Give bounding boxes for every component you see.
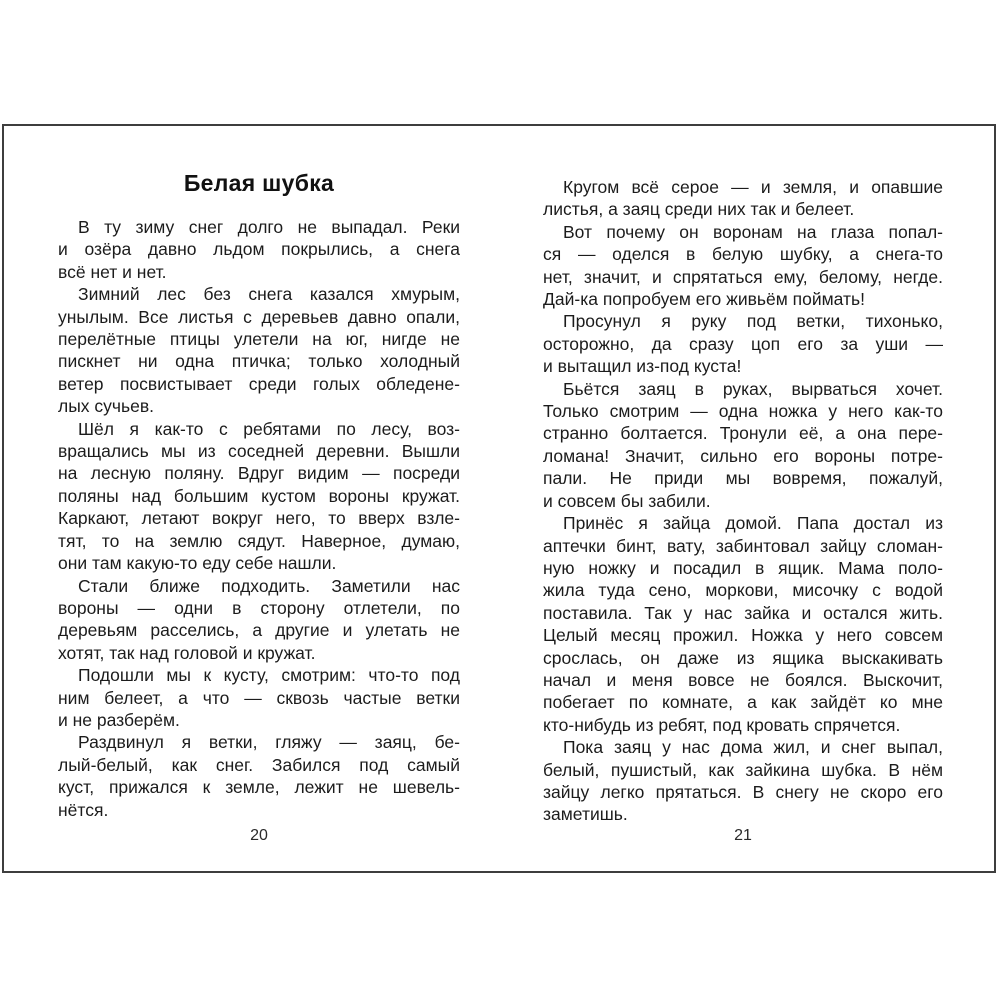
text-line: жила туда сено, моркови, мисочку с водой xyxy=(543,580,943,601)
paragraph xyxy=(58,216,460,283)
paragraph xyxy=(543,176,943,221)
text-line: всё нет и нет. xyxy=(58,261,167,282)
paragraph xyxy=(543,378,943,512)
text-line: Дай-ка попробуем его живьём поймать! xyxy=(543,289,865,310)
text-line: и совсем бы забили. xyxy=(543,490,711,511)
text-line: кто-нибудь из ребят, под кровать спрячется. xyxy=(543,714,901,735)
paragraph xyxy=(543,512,943,736)
paragraph xyxy=(58,283,460,417)
text-line: тят, то на землю сядут. Наверное, думаю, xyxy=(58,530,460,551)
text-line: начал и меня вовсе не боялся. Выскочит, xyxy=(543,669,943,690)
text-line: перелётные птицы улетели на юг, нигде не xyxy=(58,329,460,350)
text-line: поляны над большим кустом вороны кружат. xyxy=(58,485,460,506)
text-line: хотят, так над головой и кружат. xyxy=(58,642,316,663)
text-line: аптечки бинт, вату, забинтовал зайцу сломан- xyxy=(543,535,943,556)
text-line: побегает по комнате, а как зайдёт ко мне xyxy=(543,692,943,713)
text-line: лых сучьев. xyxy=(58,396,155,417)
page-number-left: 20 xyxy=(250,827,268,844)
text-line: Каркают, летают вокруг него, то вверх взле- xyxy=(58,508,460,529)
text-line: Кругом всё серое — и земля, и опавшие xyxy=(563,177,943,197)
text-line: В ту зиму снег долго не выпадал. Реки xyxy=(78,217,460,237)
text-line: ломана! Значит, сильно его вороны потре- xyxy=(543,445,943,466)
text-line: поставила. Так у нас зайка и остался жить. xyxy=(543,602,943,623)
text-line: лый-белый, как снег. Забился под самый xyxy=(58,754,460,775)
page-right-text xyxy=(543,176,943,826)
text-line: и не разберём. xyxy=(58,709,180,730)
text-line: деревьям расселись, а другие и улетать не xyxy=(58,620,460,641)
text-line: Подошли мы к кусту, смотрим: что-то под xyxy=(78,665,460,686)
text-line: Просунул я руку под ветки, тихонько, xyxy=(563,311,943,332)
text-line: и озёра давно льдом покрылись, а снега xyxy=(58,239,460,260)
text-line: осторожно, да сразу цоп его за уши — xyxy=(543,333,943,354)
text-line: Вот почему он воронам на глаза попал- xyxy=(563,221,943,242)
text-line: Стали ближе подходить. Заметили нас xyxy=(78,575,460,596)
text-line: куст, прижался к земле, лежит не шевель- xyxy=(58,777,460,798)
text-line: Пока заяц у нас дома жил, и снег выпал, xyxy=(563,737,943,758)
text-line: листья, а заяц среди них так и белеет. xyxy=(543,199,855,220)
text-line: заметишь. xyxy=(543,804,628,825)
text-line: Целый месяц прожил. Ножка у него совсем xyxy=(543,625,943,646)
paragraph xyxy=(58,418,460,575)
page-left-text xyxy=(58,216,460,821)
text-line: ную ножку и посадил в ящик. Мама поло- xyxy=(543,557,943,578)
paragraph xyxy=(543,736,943,826)
page-left xyxy=(58,170,460,821)
paragraph xyxy=(58,575,460,665)
text-line: Принёс я зайца домой. Папа достал из xyxy=(563,513,943,534)
text-line: ним белеет, а что — сквозь частые ветки xyxy=(58,687,460,708)
text-line: вороны — одни в сторону отлетели, по xyxy=(58,597,460,618)
page-right xyxy=(543,176,943,826)
text-line: они там какую-то еду себе нашли. xyxy=(58,553,337,574)
text-line: нётся. xyxy=(58,799,109,820)
paragraph xyxy=(58,731,460,821)
text-line: срослась, он даже из ящика выскакивать xyxy=(543,647,943,668)
text-line: белый, пушистый, как зайкина шубка. В нём xyxy=(543,759,943,780)
text-line: пискнет ни одна птичка; только холодный xyxy=(58,351,460,372)
text-line: зайцу легко прятаться. В снегу не скоро его xyxy=(543,781,943,802)
text-line: странно болтается. Тронули её, а она пере- xyxy=(543,423,943,444)
text-line: ся — оделся в белую шубку, а снега-то xyxy=(543,244,943,265)
story-title: Белая шубка xyxy=(183,170,335,196)
text-line: нет, значит, и спрятаться ему, белому, негде. xyxy=(543,266,943,287)
text-line: на лесную поляну. Вдруг видим — посреди xyxy=(58,463,460,484)
text-line: унылым. Все листья с деревьев давно опали, xyxy=(58,306,460,327)
text-line: Раздвинул я ветки, гляжу — заяц, бе- xyxy=(78,732,460,753)
text-line: ветер посвистывает среди голых обледене- xyxy=(58,373,460,394)
paragraph xyxy=(543,221,943,311)
text-line: Зимний лес без снега казался хмурым, xyxy=(78,284,460,305)
book-spread-frame xyxy=(2,124,996,873)
text-line: Шёл я как-то с ребятами по лесу, воз- xyxy=(78,418,460,439)
text-line: вращались мы из соседней деревни. Вышли xyxy=(58,441,460,462)
paragraph xyxy=(58,664,460,731)
text-line: Бьётся заяц в руках, вырваться хочет. xyxy=(563,378,943,399)
text-line: пали. Не приди мы вовремя, пожалуй, xyxy=(543,468,943,489)
text-line: и вытащил из-под куста! xyxy=(543,356,742,377)
page-number-right: 21 xyxy=(734,827,752,844)
text-line: Только смотрим — одна ножка у него как-то xyxy=(543,401,943,422)
paragraph xyxy=(543,310,943,377)
